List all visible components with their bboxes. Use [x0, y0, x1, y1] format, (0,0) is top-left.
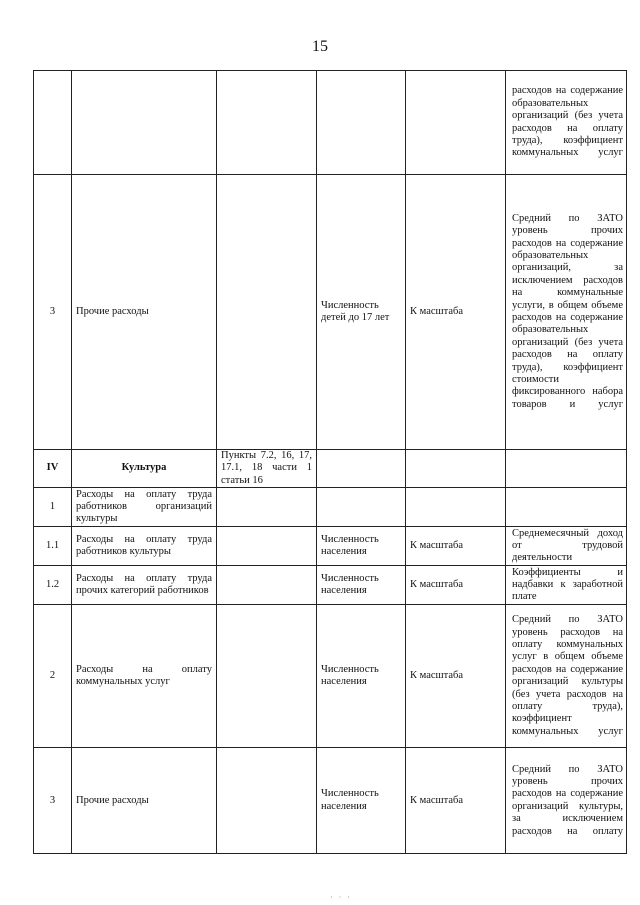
- row-method: К масштаба: [406, 527, 506, 566]
- row-method: [406, 450, 506, 488]
- page-number: 15: [312, 38, 328, 55]
- scan-artifact: · · ·: [330, 893, 352, 902]
- row-name: Расходы на оплату труда работников организаций культуры: [72, 488, 217, 527]
- row-method: К масштаба: [406, 566, 506, 605]
- row-indicator: Численность населения: [317, 605, 406, 748]
- row-indicator: [317, 450, 406, 488]
- row-indicator: Численность населения: [317, 566, 406, 605]
- row-name: Прочие расходы: [72, 175, 217, 450]
- row-coefficient: [506, 488, 627, 527]
- row-name: Расходы на оплату коммунальных услуг: [72, 605, 217, 748]
- row-method: К масштаба: [406, 605, 506, 748]
- row-number: 3: [34, 175, 72, 450]
- row-basis: [217, 175, 317, 450]
- row-name: Расходы на оплату труда прочих категорий работников: [72, 566, 217, 605]
- row-method: [406, 71, 506, 175]
- table-row: [34, 488, 627, 527]
- row-basis: [217, 748, 317, 854]
- section-title: Культура: [72, 450, 217, 488]
- section-number: IV: [34, 450, 72, 488]
- table-row: [34, 71, 627, 175]
- row-basis: Пункты 7.2, 16, 17, 17.1, 18 части 1 статьи 16: [217, 450, 317, 488]
- row-indicator: [317, 488, 406, 527]
- row-number: 1: [34, 488, 72, 527]
- table-row: [34, 566, 627, 605]
- row-method: [406, 488, 506, 527]
- table-row: [34, 748, 627, 854]
- row-number: 3: [34, 748, 72, 854]
- row-number: 2: [34, 605, 72, 748]
- row-basis: [217, 527, 317, 566]
- row-indicator: Численность детей до 17 лет: [317, 175, 406, 450]
- row-indicator: [317, 71, 406, 175]
- row-method: К масштаба: [406, 748, 506, 854]
- row-method: К масштаба: [406, 175, 506, 450]
- row-indicator: Численность населения: [317, 748, 406, 854]
- table-row: [34, 605, 627, 748]
- row-basis: [217, 488, 317, 527]
- row-coefficient: Средний по ЗАТО уровень расходов на оплату коммунальных услуг в общем объеме расходов на содержание организаций культуры (без учета расходов на оплату труда), коэффициент коммунальных услуг: [506, 605, 627, 748]
- row-name: [72, 71, 217, 175]
- row-coefficient: Коэффициенты и надбавки к заработной плате: [506, 566, 627, 605]
- budget-table: [33, 70, 627, 854]
- row-basis: [217, 605, 317, 748]
- row-number: 1.2: [34, 566, 72, 605]
- row-name: Прочие расходы: [72, 748, 217, 854]
- row-name: Расходы на оплату труда работников культуры: [72, 527, 217, 566]
- row-number: [34, 71, 72, 175]
- table-row: [34, 527, 627, 566]
- row-coefficient: Среднемесячный доход от трудовой деятельности: [506, 527, 627, 566]
- row-basis: [217, 566, 317, 605]
- row-number: 1.1: [34, 527, 72, 566]
- row-coefficient: расходов на содержание образовательных организаций (без учета расходов на оплату труда), коэффициент коммунальных услуг: [506, 71, 627, 175]
- row-coefficient: [506, 450, 627, 488]
- row-indicator: Численность населения: [317, 527, 406, 566]
- row-coefficient: Средний по ЗАТО уровень прочих расходов на содержание образовательных организаций, за исключением расходов на коммунальные услуги, в общем объеме расходов на содержание образовательных организаций (без учета расходов на оплату труда), коэффициент стоимости фиксированного набора товаров и услуг: [506, 175, 627, 450]
- table-row: [34, 450, 627, 488]
- table-row: [34, 175, 627, 450]
- row-coefficient: Средний по ЗАТО уровень прочих расходов на содержание организаций культуры, за исключением расходов на оплату: [506, 748, 627, 854]
- row-basis: [217, 71, 317, 175]
